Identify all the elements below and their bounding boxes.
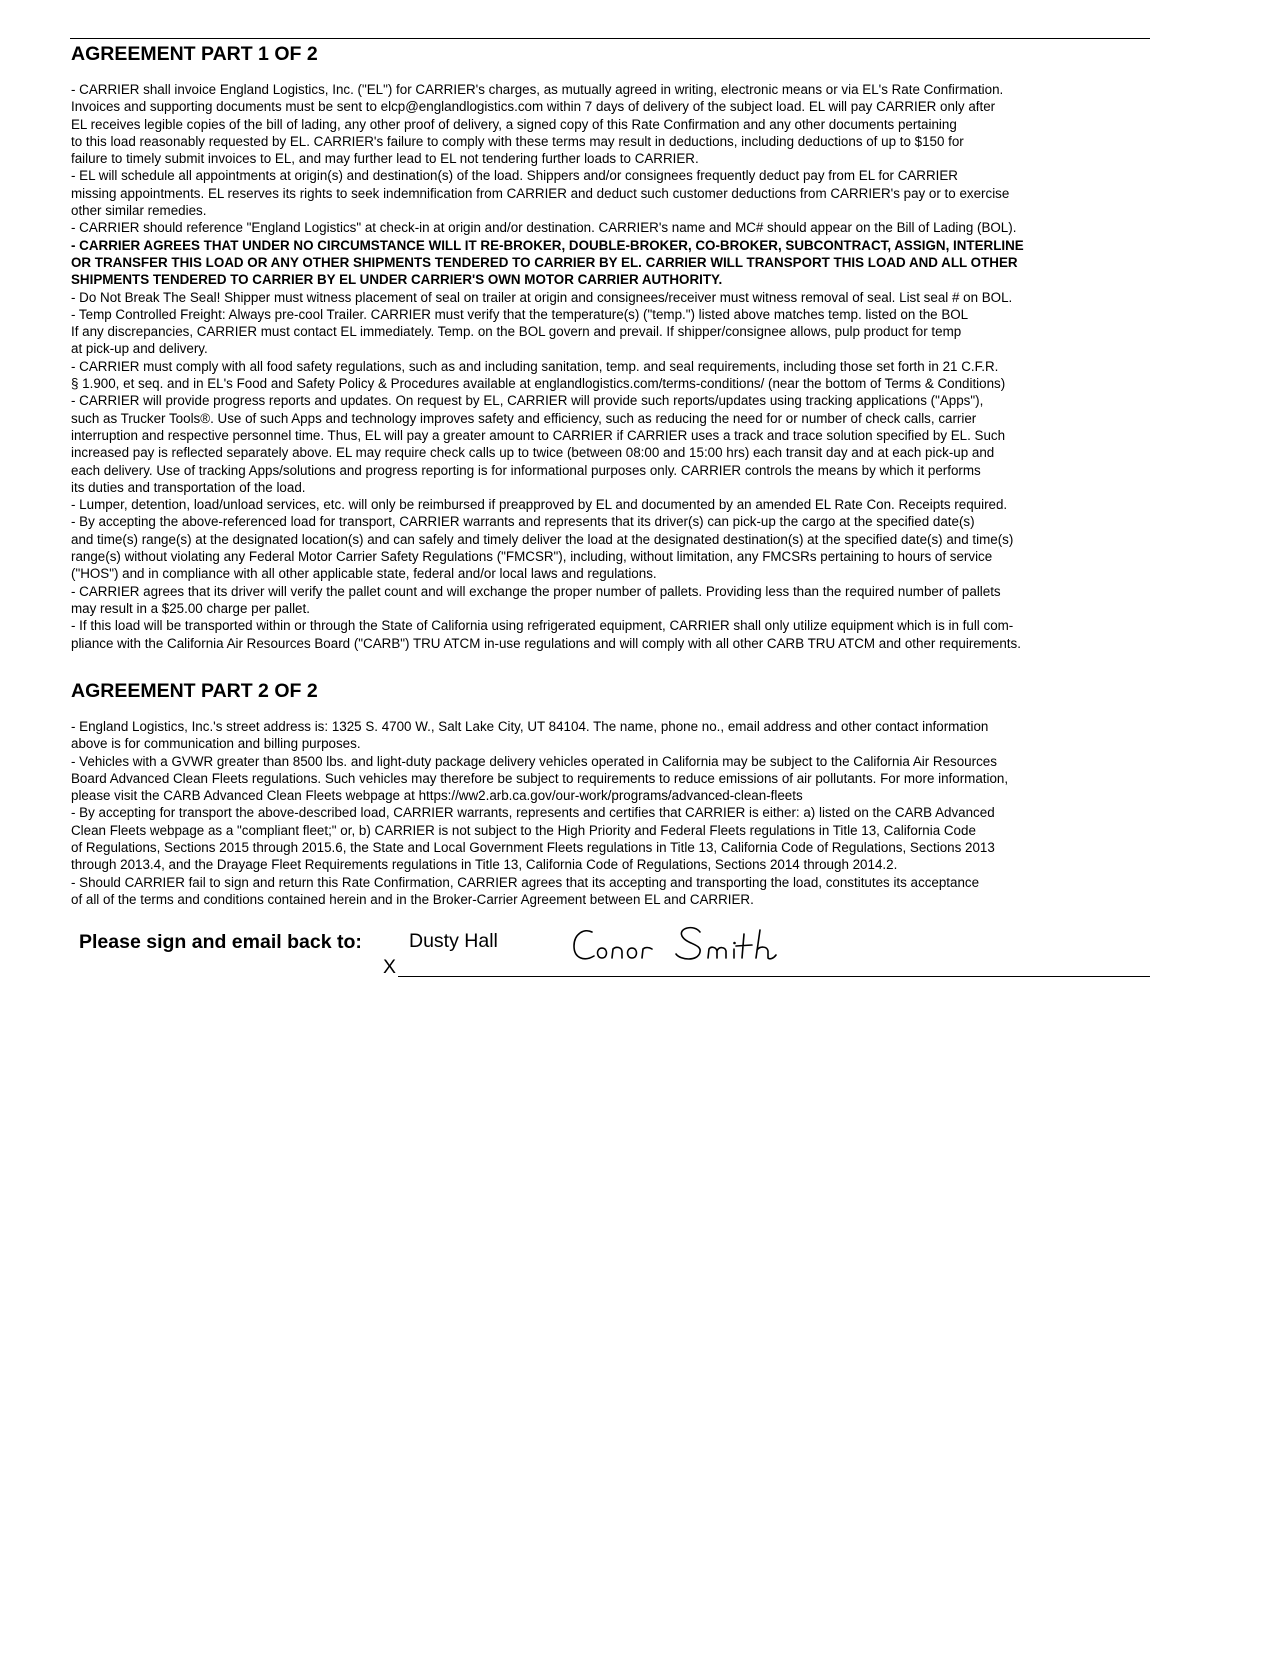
part1-line: - CARRIER should reference "England Logistics" at check-in at origin and/or destination. CARRIER's name and MC# should appear on the Bill of Lading (BOL). bbox=[71, 220, 1017, 236]
part1-line: - EL will schedule all appointments at origin(s) and destination(s) of the load. Shippers and/or consignees frequently deduct pay from EL for CARRIER bbox=[71, 168, 958, 184]
part2-heading: AGREEMENT PART 2 OF 2 bbox=[71, 680, 318, 702]
part1-line: - By accepting the above-referenced load for transport, CARRIER warrants and represents that its driver(s) can pick-up the cargo at the specified date(s) bbox=[71, 514, 975, 530]
part1-line: - CARRIER must comply with all food safety regulations, such as and including sanitation, temp. and seal requirements, including those set forth in 21 C.F.R. bbox=[71, 358, 999, 374]
part1-line: and time(s) range(s) at the designated location(s) and can safely and timely deliver the load at the designated destination(s) at the specified date(s) and time(s) bbox=[71, 531, 1014, 547]
part2-line: through 2013.4, and the Drayage Fleet Requirements regulations in Title 13, California Code of Regulations, Sections 2014 through 2014.2. bbox=[71, 857, 898, 873]
part1-line: - Do Not Break The Seal! Shipper must witness placement of seal on trailer at origin and consignees/receiver must witness removal of seal. List seal # on BOL. bbox=[71, 289, 1013, 305]
part2-line: - By accepting for transport the above-described load, CARRIER warrants, represents and certifies that CARRIER is either: a) listed on the CARB Advanced bbox=[71, 805, 995, 821]
handwritten-signature bbox=[570, 918, 810, 974]
part2-line: - Vehicles with a GVWR greater than 8500 lbs. and light-duty package delivery vehicles operated in California may be subject to the California Air Resources bbox=[71, 753, 997, 769]
part1-line: may result in a $25.00 charge per pallet. bbox=[71, 600, 310, 616]
part2-terms bbox=[71, 718, 1008, 908]
part2-line: please visit the CARB Advanced Clean Fleets webpage at https://ww2.arb.ca.gov/our-work/programs/advanced-clean-fleets bbox=[71, 788, 803, 804]
part2-line: of Regulations, Sections 2015 through 2015.6, the State and Local Government Fleets regulations in Title 13, California Code of Regulations, Sections 2013 bbox=[71, 840, 995, 856]
part1-line: pliance with the California Air Resources Board ("CARB") TRU ATCM in-use regulations and will comply with all other CARB TRU ATCM and other requirements. bbox=[71, 635, 1021, 651]
top-divider bbox=[70, 38, 1150, 39]
part1-line: - CARRIER will provide progress reports and updates. On request by EL, CARRIER will provide such reports/updates using tracking applications ("Apps"), bbox=[71, 393, 984, 409]
part1-line: at pick-up and delivery. bbox=[71, 341, 208, 357]
signature-line bbox=[398, 976, 1150, 977]
sign-instruction: Please sign and email back to: bbox=[79, 931, 362, 953]
part2-line: - Should CARRIER fail to sign and return this Rate Confirmation, CARRIER agrees that its accepting and transporting the load, constitutes its acceptance bbox=[71, 874, 980, 890]
part1-line: failure to timely submit invoices to EL, and may further lead to EL not tendering further loads to CARRIER. bbox=[71, 151, 699, 167]
part1-line: to this load reasonably requested by EL. CARRIER's failure to comply with these terms may result in deductions, including deductions of up to $150 for bbox=[71, 133, 964, 149]
part1-line: such as Trucker Tools®. Use of such Apps and technology improves safety and efficiency, such as reducing the need for or number of check calls, carrier bbox=[71, 410, 977, 426]
part1-terms bbox=[71, 81, 1024, 652]
part1-line: § 1.900, et seq. and in EL's Food and Safety Policy & Procedures available at englandlogistics.com/terms-conditions/ (near the bottom of Terms & Conditions) bbox=[71, 376, 1006, 392]
part1-line: EL receives legible copies of the bill of lading, any other proof of delivery, a signed copy of this Rate Confirmation and any other documents pertaining bbox=[71, 116, 957, 132]
part1-line: - CARRIER shall invoice England Logistics, Inc. ("EL") for CARRIER's charges, as mutually agreed in writing, electronic means or via EL's Rate Confirmation. bbox=[71, 82, 1004, 97]
part1-line: its duties and transportation of the load. bbox=[71, 479, 306, 495]
part1-line: - CARRIER AGREES THAT UNDER NO CIRCUMSTANCE WILL IT RE-BROKER, DOUBLE-BROKER, CO-BROKER, SUBCONTRACT, ASSIGN, INTERLINE bbox=[71, 237, 1024, 253]
part1-line: - If this load will be transported within or through the State of California using refrigerated equipment, CARRIER shall only utilize equipment which is in full com- bbox=[71, 618, 1014, 634]
part1-line: other similar remedies. bbox=[71, 203, 207, 219]
part1-line: ("HOS") and in compliance with all other applicable state, federal and/or local laws and regulations. bbox=[71, 566, 657, 582]
part2-line: of all of the terms and conditions contained herein and in the Broker-Carrier Agreement between EL and CARRIER. bbox=[71, 891, 754, 907]
part1-line: interruption and respective personnel time. Thus, EL will pay a greater amount to CARRIER if CARRIER uses a track and trace solution specified by EL. Such bbox=[71, 427, 1006, 443]
part1-line: OR TRANSFER THIS LOAD OR ANY OTHER SHIPMENTS TENDERED TO CARRIER BY EL. CARRIER WILL TRANSPORT THIS LOAD AND ALL OTHER bbox=[71, 254, 1018, 270]
part2-line: Board Advanced Clean Fleets regulations. Such vehicles may therefore be subject to requirements to reduce emissions of air pollutants. For more information, bbox=[71, 770, 1009, 786]
signature-x-mark: X bbox=[383, 956, 397, 978]
part1-line: - Lumper, detention, load/unload services, etc. will only be reimbursed if preapproved by EL and documented by an amended EL Rate Con. Receipts required. bbox=[71, 497, 1008, 513]
contact-name: Dusty Hall bbox=[409, 930, 498, 952]
part1-line: increased pay is reflected separately above. EL may require check calls up to twice (between 08:00 and 15:00 hrs) each transit day and at each pick-up and bbox=[71, 445, 995, 461]
part2-line: - England Logistics, Inc.'s street address is: 1325 S. 4700 W., Salt Lake City, UT 84104. The name, phone no., email address and other contact information bbox=[71, 719, 989, 734]
part2-line: Clean Fleets webpage as a "compliant fleet;" or, b) CARRIER is not subject to the High Priority and Federal Fleets regulations in Title 13, California Code bbox=[71, 822, 976, 838]
part2-line: above is for communication and billing purposes. bbox=[71, 736, 361, 752]
part1-line: - Temp Controlled Freight: Always pre-cool Trailer. CARRIER must verify that the temperature(s) ("temp.") listed above matches temp. listed on the BOL bbox=[71, 306, 969, 322]
part1-line: Invoices and supporting documents must be sent to elcp@englandlogistics.com within 7 days of delivery of the subject load. EL will pay CARRIER only after bbox=[71, 99, 996, 115]
part1-heading: AGREEMENT PART 1 OF 2 bbox=[71, 43, 318, 65]
part1-line: SHIPMENTS TENDERED TO CARRIER BY EL UNDER CARRIER'S OWN MOTOR CARRIER AUTHORITY. bbox=[71, 272, 723, 288]
part1-line: missing appointments. EL reserves its rights to seek indemnification from CARRIER and deduct such customer deductions from CARRIER's pay or to exercise bbox=[71, 185, 1010, 201]
part1-line: - CARRIER agrees that its driver will verify the pallet count and will exchange the proper number of pallets. Providing less than the required number of pallets bbox=[71, 583, 1001, 599]
part1-line: range(s) without violating any Federal Motor Carrier Safety Regulations ("FMCSR"), including, without limitation, any FMCSRs pertaining to hours of service bbox=[71, 549, 993, 565]
part1-line: each delivery. Use of tracking Apps/solutions and progress reporting is for informational purposes only. CARRIER controls the means by which it performs bbox=[71, 462, 981, 478]
part1-line: If any discrepancies, CARRIER must contact EL immediately. Temp. on the BOL govern and prevail. If shipper/consignee allows, pulp product for temp bbox=[71, 324, 962, 340]
